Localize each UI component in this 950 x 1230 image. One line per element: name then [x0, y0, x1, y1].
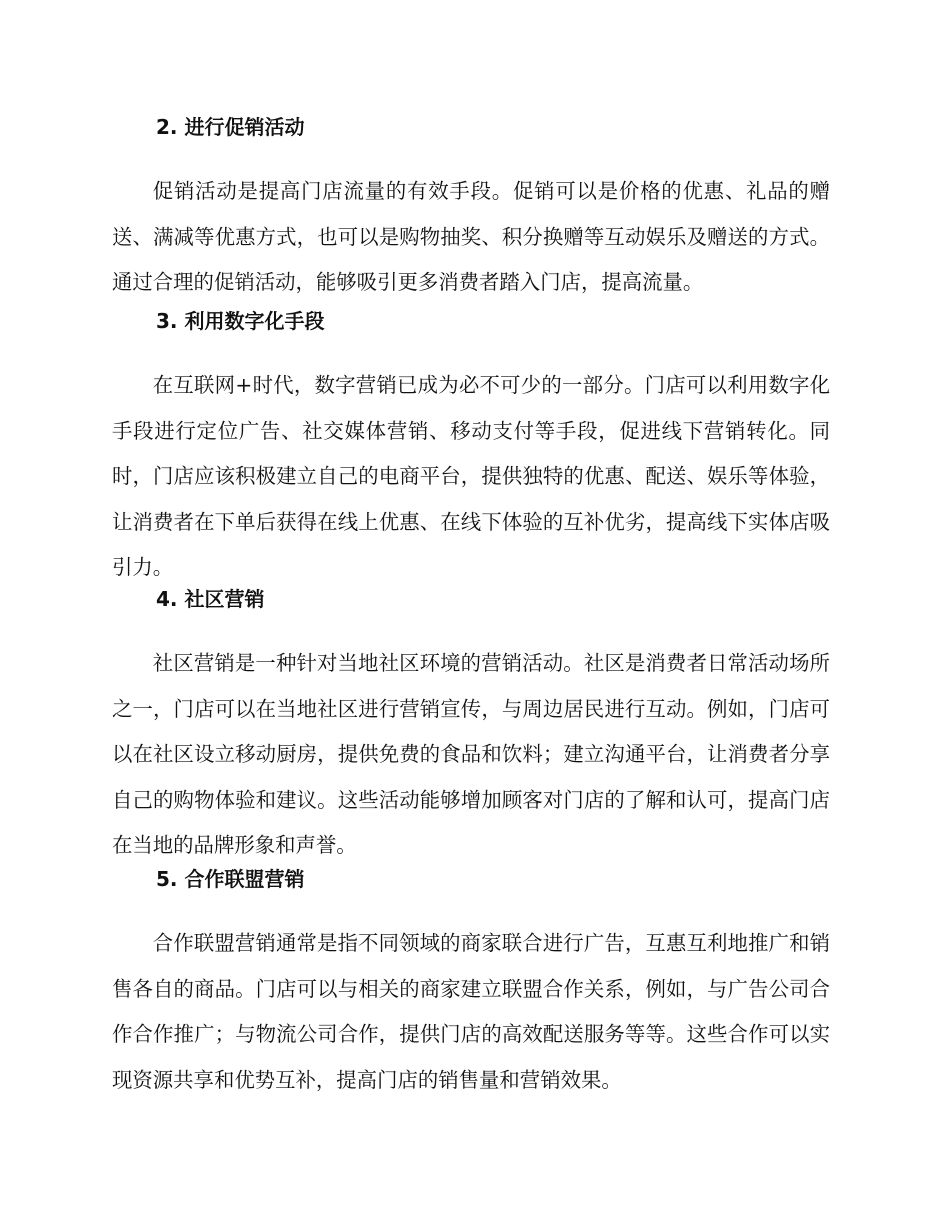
section-alliance: [112, 865, 830, 1103]
section-paragraph: 社区营销是一种针对当地社区环境的营销活动。社区是消费者日常活动场所之一，门店可以在当地社区进行营销宣传，与周边居民进行互动。例如，门店可以在社区设立移动厨房，提供免费的食品和饮料；建立沟通平台，让消费者分享自己的购物体验和建议。这些活动能够增加顾客对门店的了解和认可，提高门店在当地的品牌形象和声誉。: [112, 651, 830, 857]
section-promotion: [112, 113, 830, 306]
section-digital: [112, 307, 830, 591]
section-paragraph: 促销活动是提高门店流量的有效手段。促销可以是价格的优惠、礼品的赠送、满减等优惠方式，也可以是购物抽奖、积分换赠等互动娱乐及赠送的方式。通过合理的促销活动，能够吸引更多消费者踏入门店，提高流量。: [112, 179, 830, 294]
section-heading: 4. 社区营销: [156, 587, 265, 611]
section-paragraph: 在互联网+时代，数字营销已成为必不可少的一部分。门店可以利用数字化手段进行定位广告、社交媒体营销、移动支付等手段，促进线下营销转化。同时，门店应该积极建立自己的电商平台，提供独特的优惠、配送、娱乐等体验，让消费者在下单后获得在线上优惠、在线下体验的互补优劣，提高线下实体店吸引力。: [112, 373, 830, 579]
section-heading: 2. 进行促销活动: [156, 115, 305, 139]
section-paragraph: 合作联盟营销通常是指不同领域的商家联合进行广告，互惠互利地推广和销售各自的商品。门店可以与相关的商家建立联盟合作关系，例如，与广告公司合作合作推广；与物流公司合作，提供门店的高效配送服务等等。这些合作可以实现资源共享和优势互补，提高门店的销售量和营销效果。: [112, 931, 830, 1092]
section-heading: 3. 利用数字化手段: [156, 309, 325, 333]
section-heading: 5. 合作联盟营销: [156, 867, 305, 891]
section-community: [112, 585, 830, 869]
